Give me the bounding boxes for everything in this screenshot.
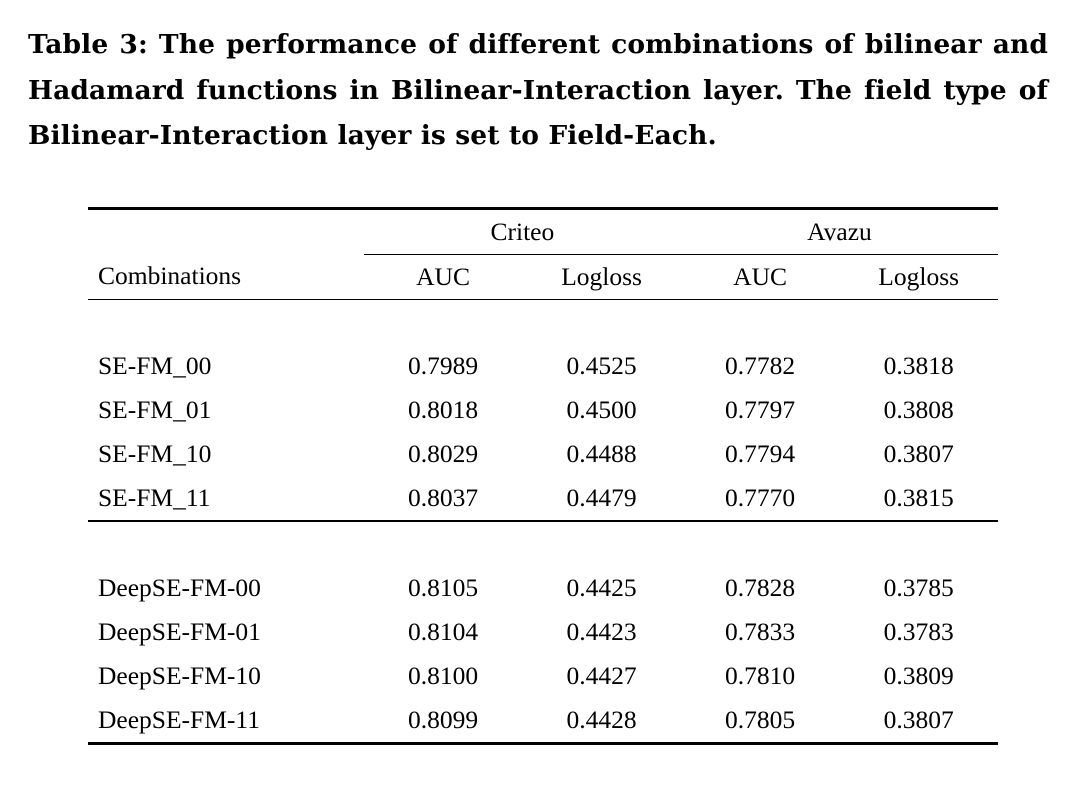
column-header-criteo-auc: AUC xyxy=(416,261,470,291)
cell-avazu-auc: 0.7794 xyxy=(725,438,796,468)
table-caption: Table 3: The performance of different combinations of bilinear and Hadamard functions in Bilinear-Interaction layer. The field type of Bilinear-Interaction layer is set to Field-Each. xyxy=(28,29,1048,152)
cell-criteo-logloss: 0.4525 xyxy=(566,350,637,380)
cell-avazu-auc: 0.7805 xyxy=(725,704,796,734)
performance-table-wrapper xyxy=(88,207,998,789)
cell-criteo-logloss: 0.4423 xyxy=(566,616,637,646)
cell-combination: DeepSE-FM-10 xyxy=(98,660,261,690)
cell-criteo-logloss: 0.4428 xyxy=(566,704,637,734)
table-row xyxy=(88,344,998,388)
cell-avazu-auc: 0.7828 xyxy=(725,572,796,602)
cell-combination: DeepSE-FM-00 xyxy=(98,572,261,602)
cell-avazu-auc: 0.7782 xyxy=(725,350,796,380)
cell-criteo-auc: 0.8037 xyxy=(407,482,479,512)
cell-criteo-logloss: 0.4500 xyxy=(566,394,637,424)
column-header-combinations: Combinations xyxy=(98,261,242,291)
cell-avazu-logloss: 0.3815 xyxy=(883,482,954,512)
cell-criteo-auc: 0.8105 xyxy=(407,572,479,602)
group-header-empty xyxy=(88,208,364,254)
table-bottom-rule xyxy=(88,743,998,789)
table-row xyxy=(88,476,998,521)
cell-combination: DeepSE-FM-11 xyxy=(98,704,260,734)
table-row xyxy=(88,610,998,654)
cell-avazu-auc: 0.7810 xyxy=(725,660,796,690)
table-body xyxy=(88,208,998,789)
cell-avazu-auc: 0.7833 xyxy=(725,616,796,646)
table-row xyxy=(88,566,998,610)
column-header-avazu-auc: AUC xyxy=(733,261,788,291)
cell-criteo-auc: 0.8100 xyxy=(407,660,479,690)
cell-avazu-logloss: 0.3808 xyxy=(883,394,954,424)
cell-avazu-logloss: 0.3818 xyxy=(883,350,954,380)
cell-combination: SE-FM_01 xyxy=(98,394,212,424)
cell-criteo-auc: 0.8099 xyxy=(407,704,479,734)
cell-avazu-logloss: 0.3785 xyxy=(883,572,954,602)
cell-combination: DeepSE-FM-01 xyxy=(98,616,261,646)
cell-avazu-logloss: 0.3807 xyxy=(883,438,954,468)
table-row xyxy=(88,654,998,698)
cell-combination: SE-FM_11 xyxy=(98,482,211,512)
cell-avazu-logloss: 0.3807 xyxy=(883,704,954,734)
cell-criteo-logloss: 0.4479 xyxy=(566,482,637,512)
performance-table xyxy=(88,207,998,789)
cell-combination: SE-FM_10 xyxy=(98,438,212,468)
cell-avazu-logloss: 0.3783 xyxy=(883,616,954,646)
cell-criteo-logloss: 0.4427 xyxy=(566,660,637,690)
cell-avazu-auc: 0.7770 xyxy=(725,482,796,512)
cell-combination: SE-FM_00 xyxy=(98,350,212,380)
group-header-avazu: Avazu xyxy=(681,208,998,254)
dataset-group-header-row xyxy=(88,208,998,254)
column-header-row xyxy=(88,254,998,299)
section-rule xyxy=(88,521,998,566)
header-rule xyxy=(88,299,998,344)
group-header-criteo: Criteo xyxy=(364,208,681,254)
column-header-criteo-logloss: Logloss xyxy=(561,261,642,291)
cell-criteo-logloss: 0.4488 xyxy=(566,438,637,468)
table-row xyxy=(88,432,998,476)
cell-criteo-auc: 0.8018 xyxy=(407,394,479,424)
cell-criteo-auc: 0.8104 xyxy=(407,616,479,646)
table-row xyxy=(88,698,998,744)
cell-criteo-logloss: 0.4425 xyxy=(566,572,637,602)
cell-avazu-logloss: 0.3809 xyxy=(883,660,954,690)
cell-criteo-auc: 0.8029 xyxy=(407,438,479,468)
cell-criteo-auc: 0.7989 xyxy=(407,350,479,380)
cell-avazu-auc: 0.7797 xyxy=(725,394,796,424)
column-header-avazu-logloss: Logloss xyxy=(878,261,960,291)
table-row xyxy=(88,388,998,432)
